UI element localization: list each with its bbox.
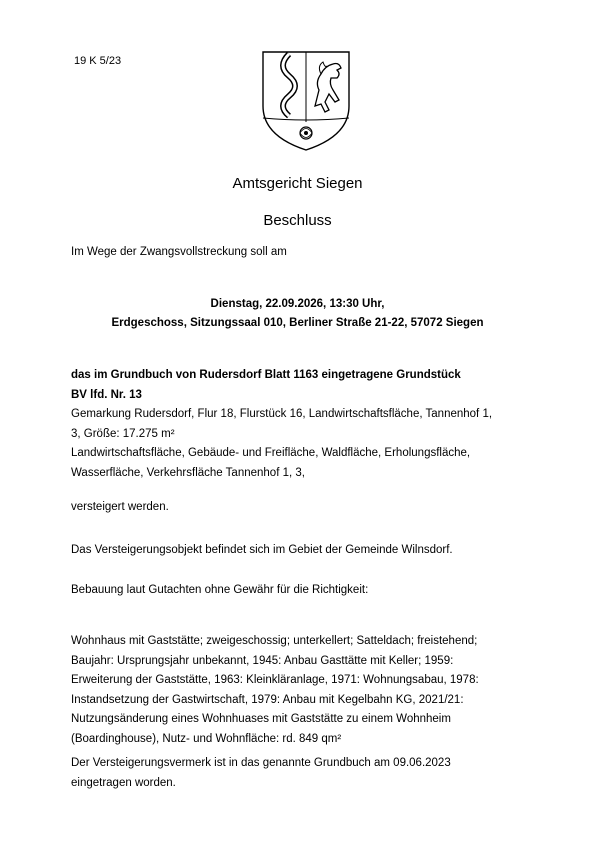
building-line: Baujahr: Ursprungsjahr unbekannt, 1945: Anbau Gasttätte mit Keller; 1959: (71, 654, 454, 667)
document-title: Beschluss (263, 212, 332, 229)
location-note: Das Versteigerungsobjekt befindet sich im Gebiet der Gemeinde Wilnsdorf. (71, 544, 453, 556)
building-line: Wohnhaus mit Gaststätte; zweigeschossig; unterkellert; Satteldach; freistehend; (71, 635, 478, 647)
auction-phrase: versteigert werden. (71, 501, 169, 513)
building-line: Nutzungsänderung eines Wohnhuases mit Gaststätte zu einem Wohnheim (71, 713, 451, 725)
property-line: Landwirtschaftsfläche, Gebäude- und Freifläche, Waldfläche, Erholungsfläche, (71, 447, 471, 459)
auction-location: Erdgeschoss, Sitzungssaal 010, Berliner Straße 21-22, 57072 Siegen (111, 317, 484, 329)
registration-note (71, 754, 541, 793)
building-intro: Bebauung laut Gutachten ohne Gewähr für die Richtigkeit: (71, 584, 369, 596)
property-description (71, 366, 541, 483)
coat-of-arms-icon (259, 44, 353, 154)
registration-line: eingetragen worden. (71, 776, 176, 789)
intro-text: Im Wege der Zwangsvollstreckung soll am (71, 246, 287, 258)
registration-line: Der Versteigerungsvermerk ist in das genannte Grundbuch am 09.06.2023 (71, 757, 451, 769)
property-line: BV lfd. Nr. 13 (71, 388, 142, 401)
building-line: Instandsetzung der Gastwirtschaft, 1979: Anbau mit Kegelbahn KG, 2021/21: (71, 693, 464, 706)
property-line: Gemarkung Rudersdorf, Flur 18, Flurstück 16, Landwirtschaftsfläche, Tannenhof 1, (71, 408, 493, 420)
case-number: 19 K 5/23 (74, 55, 122, 67)
building-line: Erweiterung der Gaststätte, 1963: Kleinkläranlage, 1971: Wohnungsabau, 1978: (71, 674, 479, 686)
building-description (71, 632, 541, 749)
property-line: das im Grundbuch von Rudersdorf Blatt 1163 eingetragene Grundstück (71, 369, 461, 381)
court-name: Amtsgericht Siegen (232, 175, 363, 192)
auction-date: Dienstag, 22.09.2026, 13:30 Uhr, (210, 298, 385, 310)
building-line: (Boardinghouse), Nutz- und Wohnfläche: rd. 849 qm² (71, 732, 342, 745)
property-line: Wasserfläche, Verkehrsfläche Tannenhof 1, 3, (71, 466, 305, 479)
property-line: 3, Größe: 17.275 m² (71, 427, 175, 440)
